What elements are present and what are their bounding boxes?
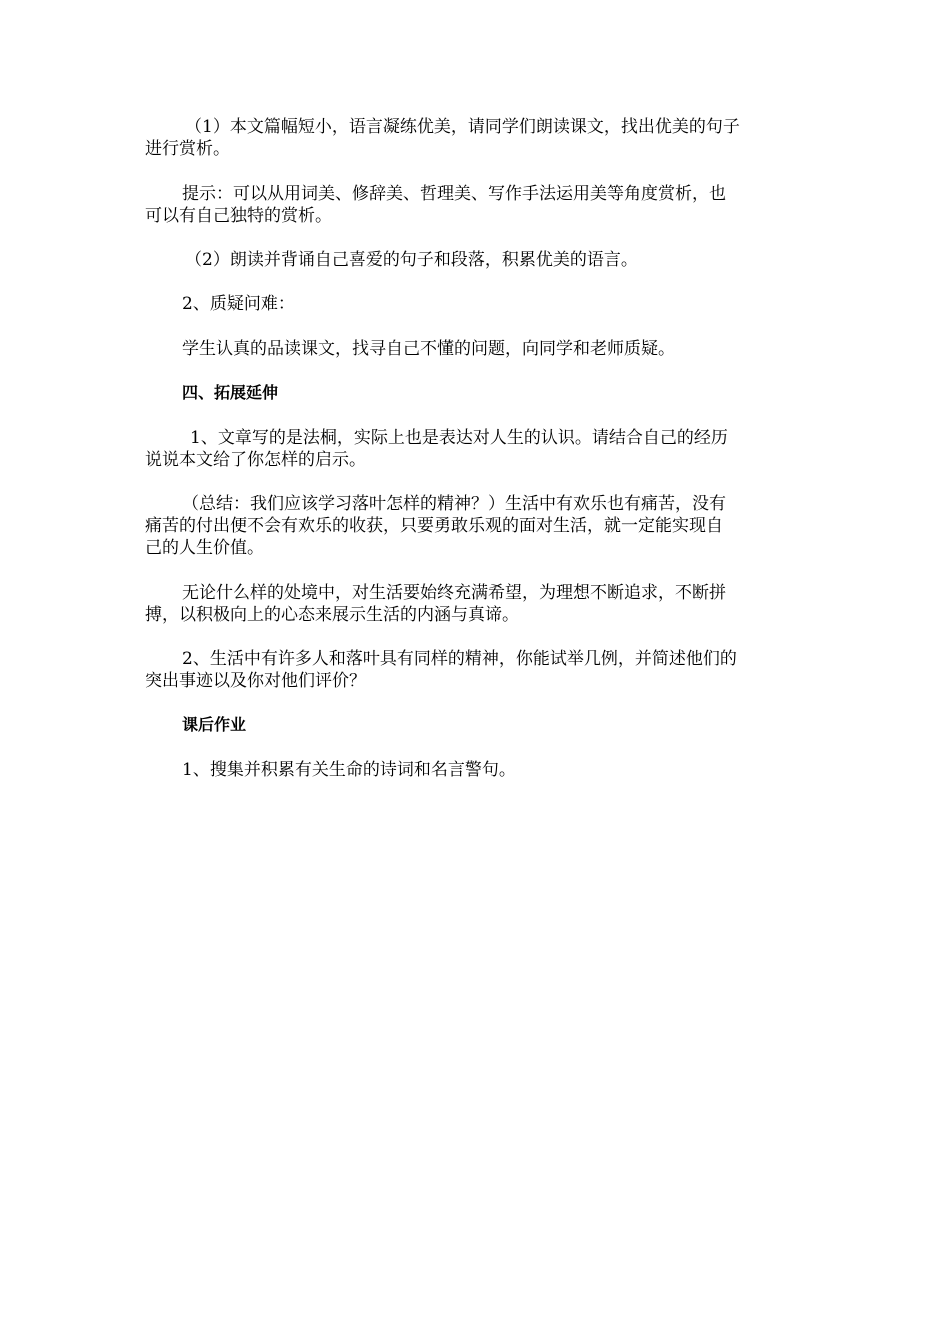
paragraph-line: 可以有自己独特的赏析。	[145, 206, 332, 226]
heading-text: 课后作业	[182, 715, 247, 734]
paragraph-question-heading	[145, 293, 810, 315]
paragraph-line: 2、质疑问难：	[182, 294, 295, 314]
paragraph-extension-1	[145, 427, 810, 471]
paragraph-hint	[145, 183, 810, 227]
paragraph-line: 2、生活中有许多人和落叶具有同样的精神，你能试举几例，并简述他们的	[182, 649, 737, 669]
paragraph-line: 痛苦的付出便不会有欢乐的收获，只要勇敢乐观的面对生活，就一定能实现自	[145, 516, 723, 536]
paragraph-line: 1、文章写的是法桐，实际上也是表达对人生的认识。请结合自己的经历	[190, 428, 728, 448]
paragraph-line: 搏，以积极向上的心态来展示生活的内涵与真谛。	[145, 605, 519, 625]
paragraph-hope	[145, 582, 810, 626]
paragraph-line: 己的人生价值。	[145, 538, 264, 558]
paragraph-line: 提示：可以从用词美、修辞美、哲理美、写作手法运用美等角度赏析，也	[182, 184, 726, 204]
paragraph-extension-2	[145, 648, 810, 692]
paragraph-summary	[145, 493, 810, 559]
paragraph-line: （2）朗读并背诵自己喜爱的句子和段落，积累优美的语言。	[185, 250, 638, 270]
paragraph-line: 1、搜集并积累有关生命的诗词和名言警句。	[182, 760, 516, 780]
paragraph-line: 学生认真的品读课文，找寻自己不懂的问题，向同学和老师质疑。	[182, 339, 675, 359]
paragraph-line: 说说本文给了你怎样的启示。	[145, 450, 366, 470]
paragraph-line: （1）本文篇幅短小，语言凝练优美，请同学们朗读课文，找出优美的句子	[185, 117, 740, 137]
paragraph-line: 进行赏析。	[145, 139, 230, 159]
paragraph-line: 突出事迹以及你对他们评价？	[145, 671, 366, 691]
paragraph-line: 无论什么样的处境中，对生活要始终充满希望，为理想不断追求，不断拼	[182, 583, 726, 603]
paragraph-question-body	[145, 338, 810, 360]
paragraph-homework-1	[145, 759, 810, 781]
section-heading-extension	[145, 382, 810, 404]
paragraph-line: （总结：我们应该学习落叶怎样的精神？）生活中有欢乐也有痛苦，没有	[182, 494, 726, 514]
paragraph-recite-task	[145, 249, 810, 271]
heading-text: 四、拓展延伸	[182, 383, 279, 402]
paragraph-appreciation-task	[145, 116, 810, 160]
section-heading-homework	[145, 714, 810, 736]
